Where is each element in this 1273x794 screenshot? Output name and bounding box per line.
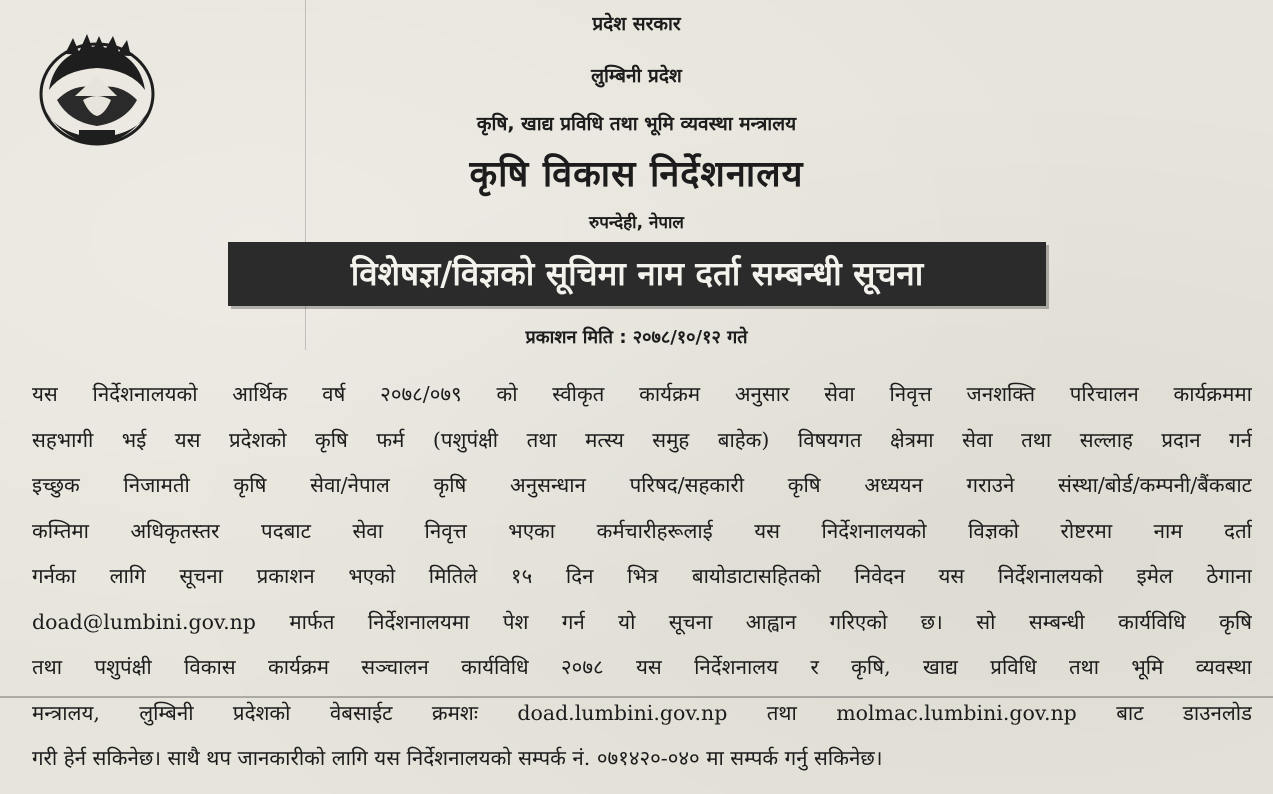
government-label: प्रदेश सरकार	[592, 13, 681, 35]
body-line: तथा पशुपंक्षी विकास कार्यक्रम सञ्चालन कार्यविधि २०७८ यस निर्देशनालय र कृषि, खाद्य प्रविधि तथा भूमि व्यवस्था	[32, 655, 1252, 679]
body-line: गरी हेर्न सकिनेछ। साथै थप जानकारीको लागि यस निर्देशनालयको सम्पर्क नं. ०७१४२०-०४० मा सम्पर्क गर्नु सकिनेछ।	[32, 746, 883, 770]
publication-date: प्रकाशन मिति : २०७८/१०/१२ गते	[525, 327, 748, 348]
bleed-through-right	[1000, 0, 1273, 380]
location-label: रुपन्देही, नेपाल	[589, 213, 684, 233]
body-line: इच्छुक निजामती कृषि सेवा/नेपाल कृषि अनुसन्धान परिषद/सहकारी कृषि अध्ययन गराउने संस्था/बोर्ड/कम्पनी/बैंकबाट	[32, 473, 1252, 497]
directorate-title: कृषि विकास निर्देशनालय	[469, 154, 804, 195]
notice-title-banner: विशेषज्ञ/विज्ञको सूचिमा नाम दर्ता सम्बन्धी सूचना	[228, 242, 1046, 306]
body-line: गर्नका लागि सूचना प्रकाशन भएको मितिले १५ दिन भित्र बायोडाटासहितको निवेदन यस निर्देशनालयको इमेल ठेगाना	[32, 564, 1252, 588]
nepal-emblem-icon	[35, 30, 160, 150]
ministry-label: कृषि, खाद्य प्रविधि तथा भूमि व्यवस्था मन्त्रालय	[476, 113, 797, 135]
province-label: लुम्बिनी प्रदेश	[591, 65, 682, 87]
body-line: doad@lumbini.gov.np मार्फत निर्देशनालयमा पेश गर्न यो सूचना आह्वान गरिएको छ। सो सम्बन्धी कार्यविधि कृषि	[32, 609, 1252, 634]
body-line: सहभागी भई यस प्रदेशको कृषि फर्म (पशुपंक्षी तथा मत्स्य समुह बाहेक) विषयगत क्षेत्रमा सेवा तथा सल्लाह प्रदान गर्न	[32, 427, 1252, 452]
body-line: यस निर्देशनालयको आर्थिक वर्ष २०७८/०७९ को स्वीकृत कार्यक्रम अनुसार सेवा निवृत्त जनशक्ति परिचालन कार्यक्रममा	[32, 382, 1252, 406]
body-line: कम्तिमा अधिकृतस्तर पदबाट सेवा निवृत्त भएका कर्मचारीहरूलाई यस निर्देशनालयको विज्ञको रोष्टरमा नाम दर्ता	[32, 518, 1252, 543]
notice-body	[32, 372, 1252, 782]
body-line: मन्त्रालय, लुम्बिनी प्रदेशको वेबसाईट क्रमशः doad.lumbini.gov.np तथा molmac.lumbini.gov.np बाट डाउनलोड	[32, 700, 1252, 725]
